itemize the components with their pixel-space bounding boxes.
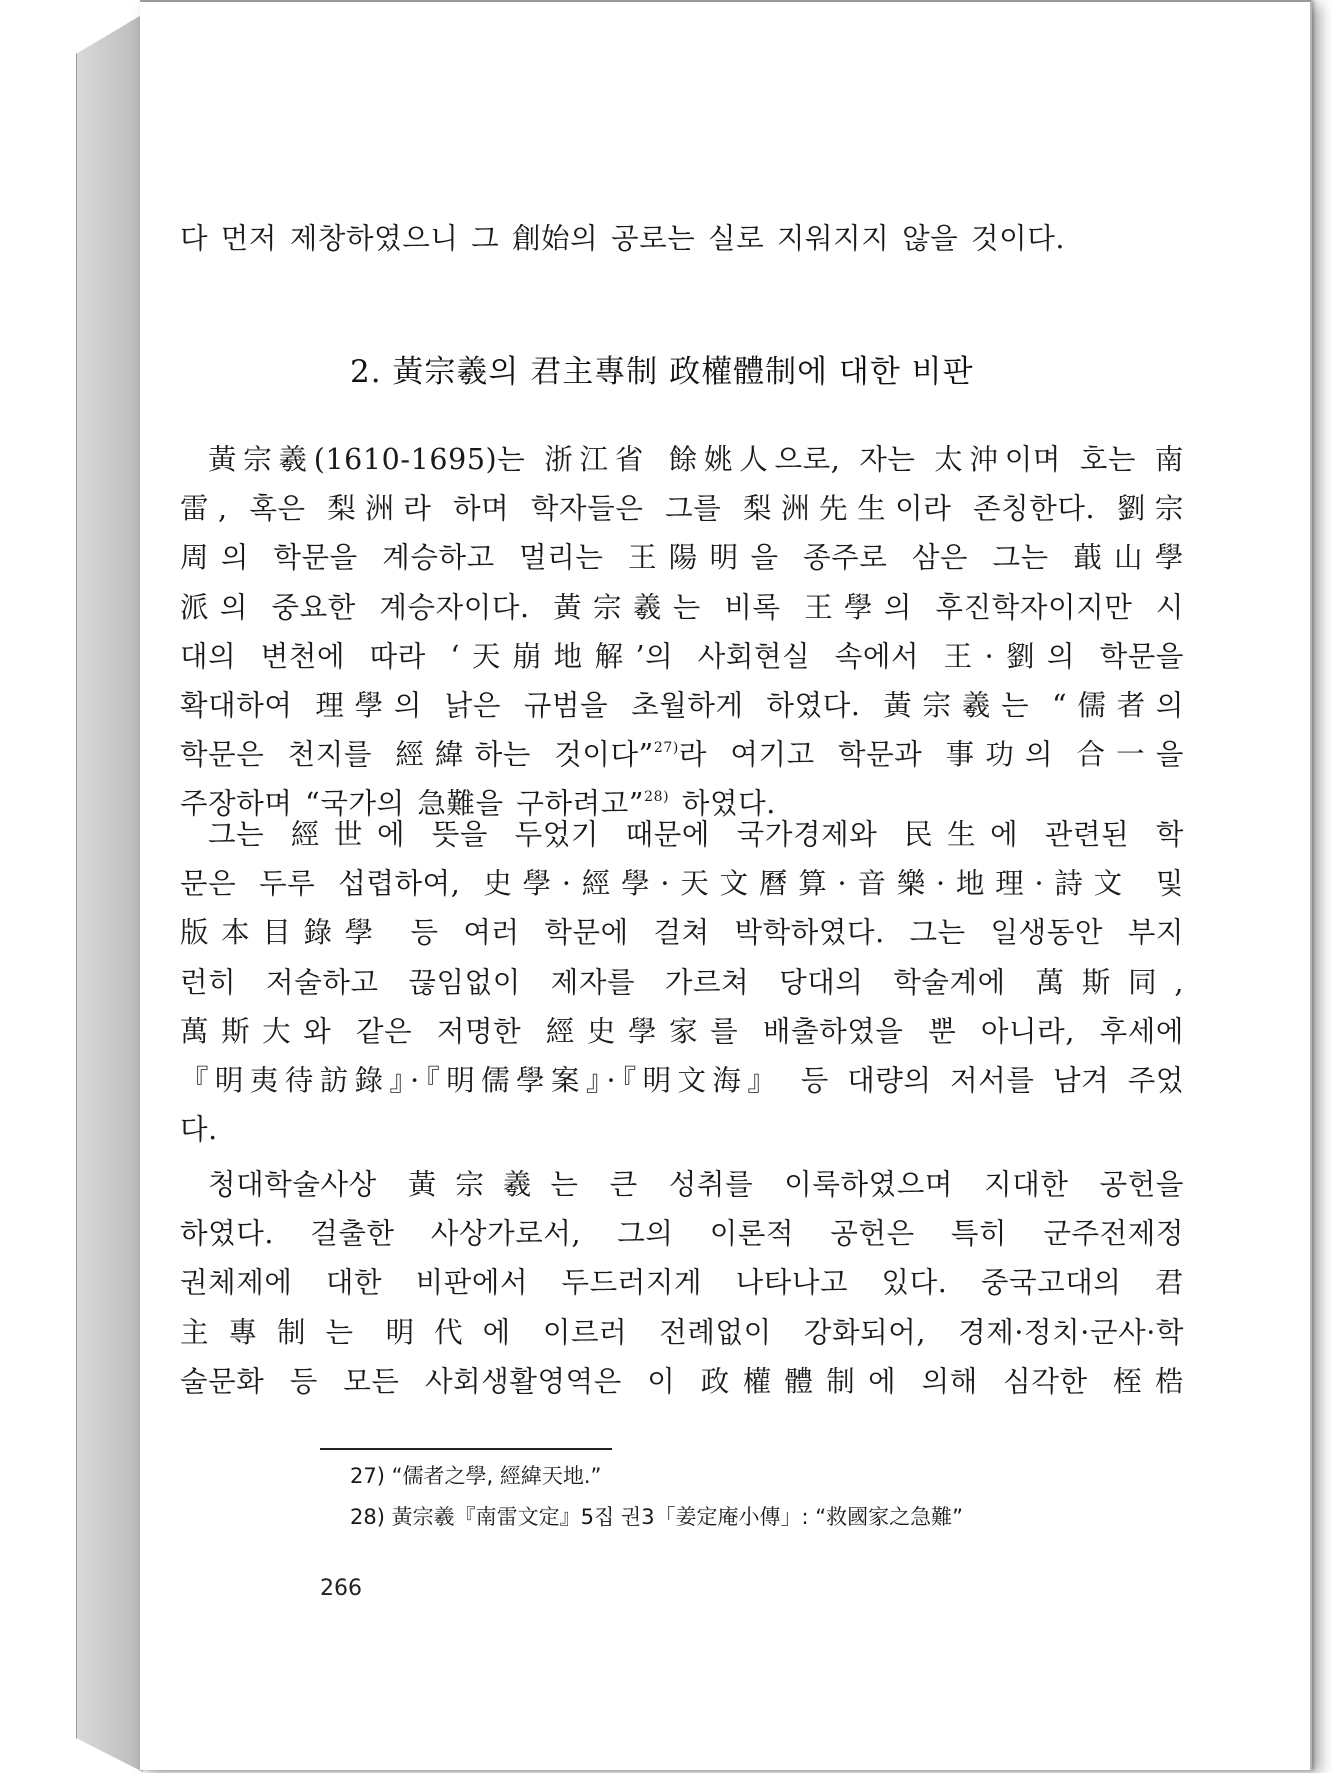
book-spine: [76, 14, 143, 1772]
page-number: 266: [320, 1576, 362, 1601]
text-line: 그는 經世에 뜻을 두었기 때문에 국가경제와 民生에 관련된 학: [208, 818, 1184, 851]
text-line: 런히 저술하고 끊임없이 제자를 가르쳐 당대의 학술계에 萬斯同,: [180, 965, 1184, 999]
paragraph-1: [180, 435, 1184, 829]
text-line: 술문화 등 모든 사회생활영역은 이 政權體制에 의해 심각한 桎梏: [180, 1364, 1184, 1398]
text-line: 다.: [180, 1113, 218, 1147]
text-segment: 하였다.: [669, 787, 776, 821]
paragraph-3: [180, 1160, 1184, 1406]
text-line: 派의 중요한 계승자이다. 黃宗羲는 비록 王學의 후진학자이지만 시: [180, 590, 1184, 624]
text-line: [180, 730, 1184, 779]
text-segment: 라 여기고 학문과 事功의 合一을: [678, 738, 1185, 772]
text-line: 청대학술사상 黃宗羲는 큰 성취를 이룩하였으며 지대한 공헌을: [208, 1168, 1184, 1201]
footnote-28: 28) 黃宗羲『南雷文定』5집 권3「姜定庵小傳」: “救國家之急難”: [350, 1505, 964, 1529]
text-line: 萬斯大와 같은 저명한 經史學家를 배출하였을 뿐 아니라, 후세에: [180, 1014, 1184, 1048]
footnote-ref-28: 28): [644, 789, 670, 806]
footnote-divider: [320, 1448, 612, 1450]
text-line: 版本目錄學 등 여러 학문에 걸쳐 박학하였다. 그는 일생동안 부지: [180, 916, 1184, 950]
section-heading: 2. 黃宗羲의 君主專制 政權體制에 대한 비판: [350, 354, 974, 390]
text-line: 周의 학문을 계승하고 멀리는 王陽明을 종주로 삼은 그는 蕺山學: [180, 541, 1184, 575]
text-line: 『明夷待訪錄』·『明儒學案』·『明文海』 등 대량의 저서를 남겨 주었: [180, 1064, 1184, 1098]
text-segment: 주장하며 “국가의 急難을 구하려고”: [180, 787, 645, 821]
text-line: 대의 변천에 따라 ‘天崩地解’의 사회현실 속에서 王·劉의 학문을: [180, 639, 1184, 673]
text-line: 다 먼저 제창하였으니 그 創始의 공로는 실로 지워지지 않을 것이다.: [180, 222, 1066, 255]
continued-paragraph: [180, 214, 1184, 263]
text-line: 雷, 혹은 梨洲라 하며 학자들은 그를 梨洲先生이라 존칭한다. 劉宗: [180, 492, 1184, 526]
text-line: 黃宗羲(1610-1695)는 浙江省 餘姚人으로, 자는 太沖이며 호는 南: [208, 443, 1184, 476]
paragraph-2: [180, 810, 1184, 1154]
footnote-ref-27: 27): [653, 740, 679, 757]
footnote-27: 27) “儒者之學, 經緯天地.”: [350, 1464, 602, 1488]
text-line: 문은 두루 섭렵하여, 史學·經學·天文曆算·音樂·地理·詩文 및: [180, 867, 1184, 901]
text-line: 하였다. 걸출한 사상가로서, 그의 이론적 공헌은 특히 군주전제정: [180, 1217, 1184, 1251]
text-line: 권체제에 대한 비판에서 두드러지게 나타나고 있다. 중국고대의 君: [180, 1266, 1184, 1300]
text-segment: 학문은 천지를 經緯하는 것이다”: [180, 738, 654, 772]
text-line: 확대하여 理學의 낡은 규범을 초월하게 하였다. 黃宗羲는 “儒者의: [180, 689, 1184, 723]
text-line: 主專制는 明代에 이르러 전례없이 강화되어, 경제·정치·군사·학: [180, 1315, 1184, 1349]
